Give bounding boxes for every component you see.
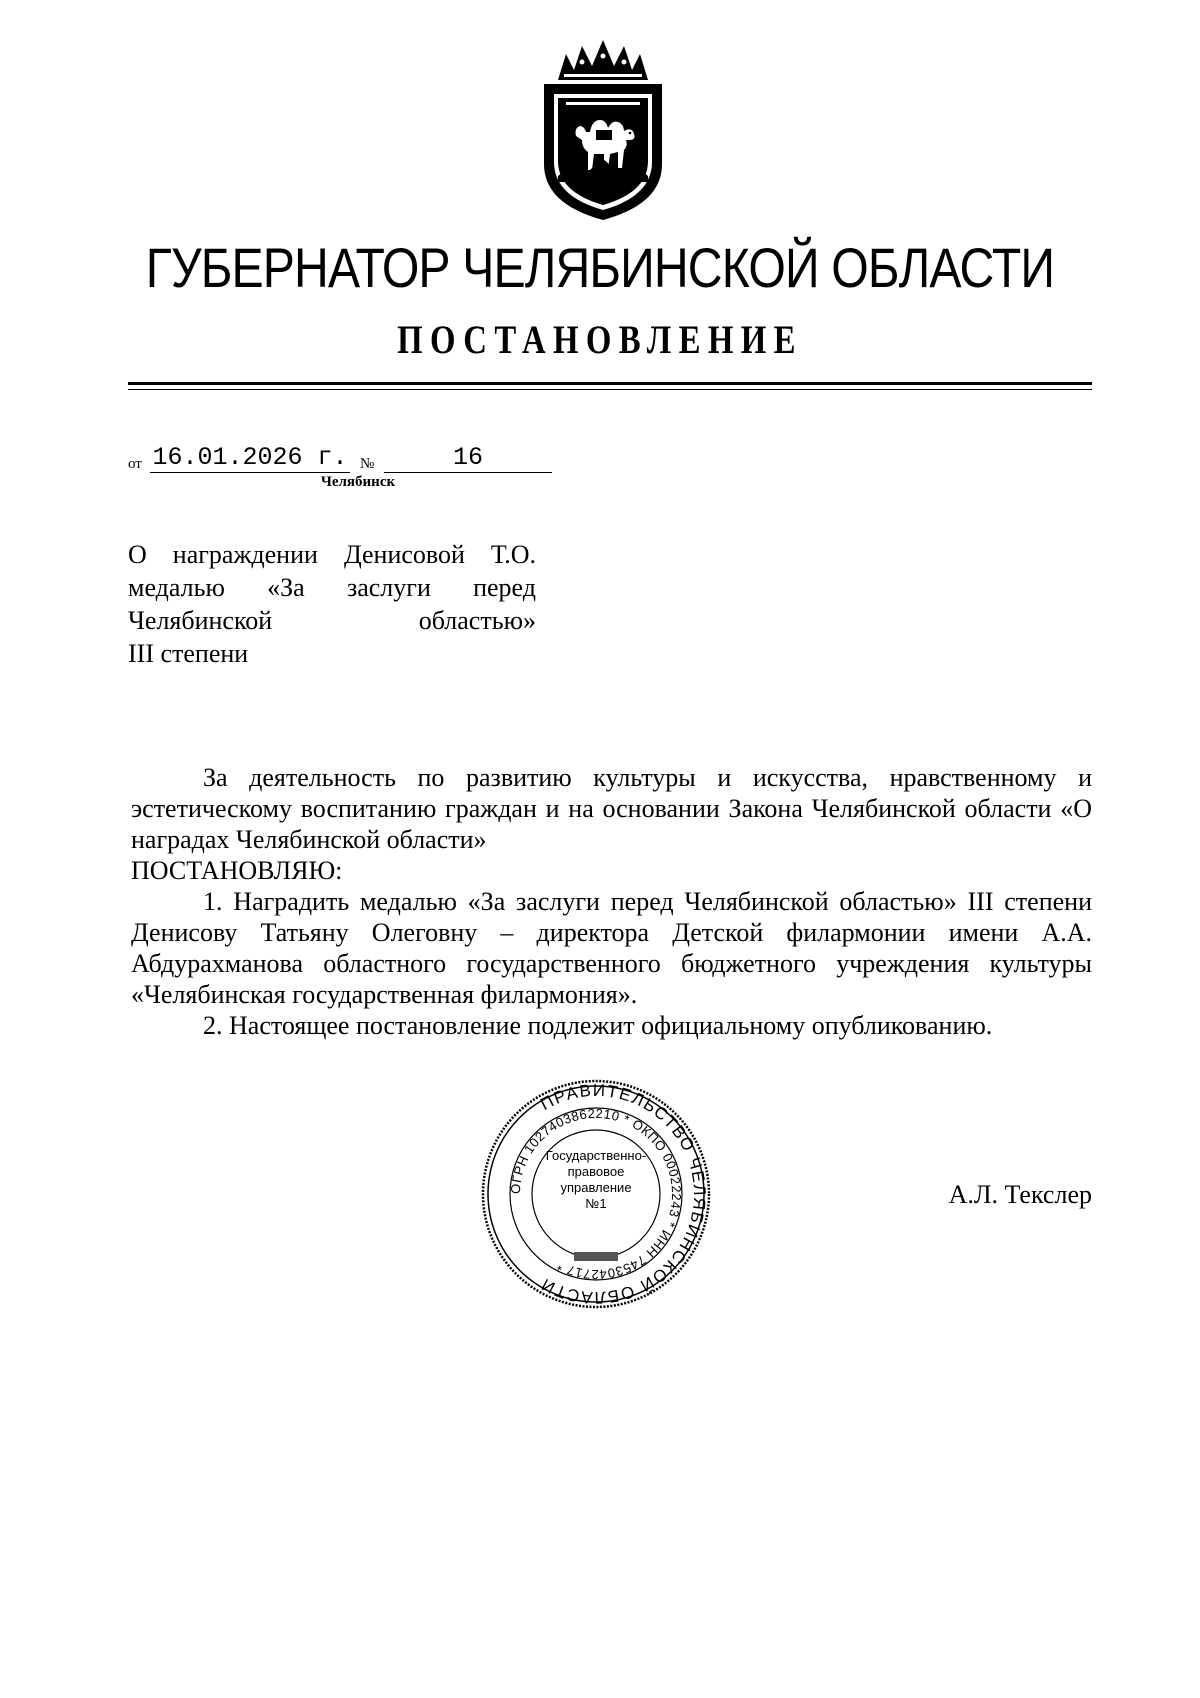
subject-line: О награждении Денисовой Т.О. [128, 540, 536, 569]
resolution-item: 2. Настоящее постановление подлежит официальному опубликованию. [203, 1011, 993, 1040]
seal-center-text [535, 1148, 657, 1212]
seal-center-line: управление [560, 1180, 632, 1195]
document-body [131, 762, 1092, 1041]
seal-center-line: Государственно- [545, 1148, 647, 1163]
resolution-item: 1. Наградить медалью «За заслуги перед Челябинской областью» III степени Денисову Татьяну Олеговну – директора Детской филармонии имени А.А. Абдурахманова областного государственного бюджетного учреждения культуры «Челябинская государственная филармония». [131, 887, 1092, 1009]
document-date: 16.01.2026 г. [150, 444, 350, 473]
coat-of-arms-emblem [536, 36, 670, 222]
number-prefix: № [360, 456, 375, 472]
document-type-heading: ПОСТАНОВЛЕНИЕ [397, 317, 803, 362]
document-number: 16 [384, 444, 552, 473]
subject-line: медалью «За заслуги перед [128, 573, 536, 602]
seal-center-line: №1 [585, 1196, 607, 1211]
subject-line: Челябинской областью» [128, 606, 536, 635]
date-number-line [128, 444, 728, 474]
authority-title: ГУБЕРНАТОР ЧЕЛЯБИНСКОЙ ОБЛАСТИ [145, 236, 1055, 299]
city-name: Челябинск [320, 474, 396, 490]
subject-line: III степени [128, 639, 249, 668]
signatory-name: А.Л. Текслер [948, 1180, 1092, 1209]
seal-center-line: правовое [567, 1164, 625, 1179]
resolve-word: ПОСТАНОВЛЯЮ: [131, 856, 343, 885]
header-rule-thin [128, 389, 1092, 390]
preamble-paragraph: За деятельность по развитию культуры и искусства, нравственному и эстетическому воспитанию граждан и на основании Закона Челябинской области «О наградах Челябинской области» [131, 763, 1092, 854]
header-rule-thick [128, 382, 1092, 385]
document-subject [128, 538, 536, 670]
date-prefix: от [128, 456, 142, 472]
seal-outer-text: ПРАВИТЕЛЬСТВО ЧЕЛЯБИНСКОЙ ОБЛАСТИ [537, 1080, 710, 1308]
seal-middle-text: ОГРН 1027403862210 * ОКПО 00022243 * ИНН 7453042717 * [507, 1105, 685, 1283]
